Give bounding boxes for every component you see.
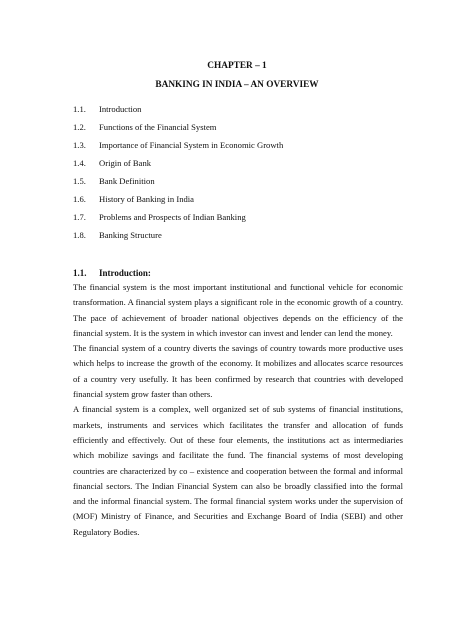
toc-item-number: 1.1. [73, 104, 86, 114]
toc-item-label: Functions of the Financial System [99, 122, 217, 132]
paragraph: A financial system is a complex, well organized set of sub systems of financial institutions, markets, instruments and services which facilitates the transfer and allocation of funds efficiently and effectively. Out of these four elements, the institutions act as intermediaries which mobilize savings and facilitate the fund. The financial systems of most developing countries are characterized by co – existence and cooperation between the formal and informal financial sectors. The Indian Financial System can also be broadly classified into the formal and the informal financial system. The formal financial system works under the supervision of (MOF) Ministry of Finance, and Securities and Exchange Board of India (SEBI) and other Regulatory Bodies. [73, 404, 403, 537]
toc-item [73, 194, 283, 212]
section-body [73, 280, 403, 540]
toc-item-number: 1.4. [73, 158, 86, 168]
chapter-number: CHAPTER – 1 [207, 61, 267, 71]
toc-item-label: Importance of Financial System in Economic Growth [99, 140, 284, 150]
toc-item [73, 212, 283, 230]
toc-item-number: 1.6. [73, 194, 86, 204]
paragraph: The financial system of a country diverts the savings of country towards more productive uses which helps to increase the growth of the economy. It mobilizes and allocates scarce resources of a country very usefully. It has been confirmed by research that countries with developed financial system grow faster than others. [73, 343, 403, 400]
section-number: 1.1. [73, 268, 87, 278]
table-of-contents [73, 104, 283, 248]
section-title: Introduction: [99, 268, 151, 278]
toc-item-label: History of Banking in India [99, 194, 194, 204]
toc-item-number: 1.5. [73, 176, 86, 186]
chapter-title: BANKING IN INDIA – AN OVERVIEW [155, 80, 319, 90]
toc-item-number: 1.7. [73, 212, 86, 222]
toc-item-number: 1.2. [73, 122, 86, 132]
toc-item-label: Introduction [99, 104, 142, 114]
section-heading [73, 268, 151, 278]
toc-item-number: 1.8. [73, 230, 86, 240]
toc-item-label: Origin of Bank [99, 158, 152, 168]
paragraph: The financial system is the most important institutional and functional vehicle for economic transformation. A financial system plays a significant role in the economic growth of a country. The pace of achievement of broader national objectives depends on the efficiency of the financial system. It is the system in which investor can invest and lender can lend the money. [73, 282, 403, 338]
toc-item [73, 176, 283, 194]
toc-item-label: Bank Definition [99, 176, 155, 186]
toc-item-number: 1.3. [73, 140, 86, 150]
toc-item [73, 140, 283, 158]
toc-item-label: Banking Structure [99, 230, 162, 240]
toc-item-label: Problems and Prospects of Indian Banking [99, 212, 246, 222]
toc-item [73, 158, 283, 176]
toc-item [73, 230, 283, 248]
toc-item [73, 104, 283, 122]
toc-item [73, 122, 283, 140]
